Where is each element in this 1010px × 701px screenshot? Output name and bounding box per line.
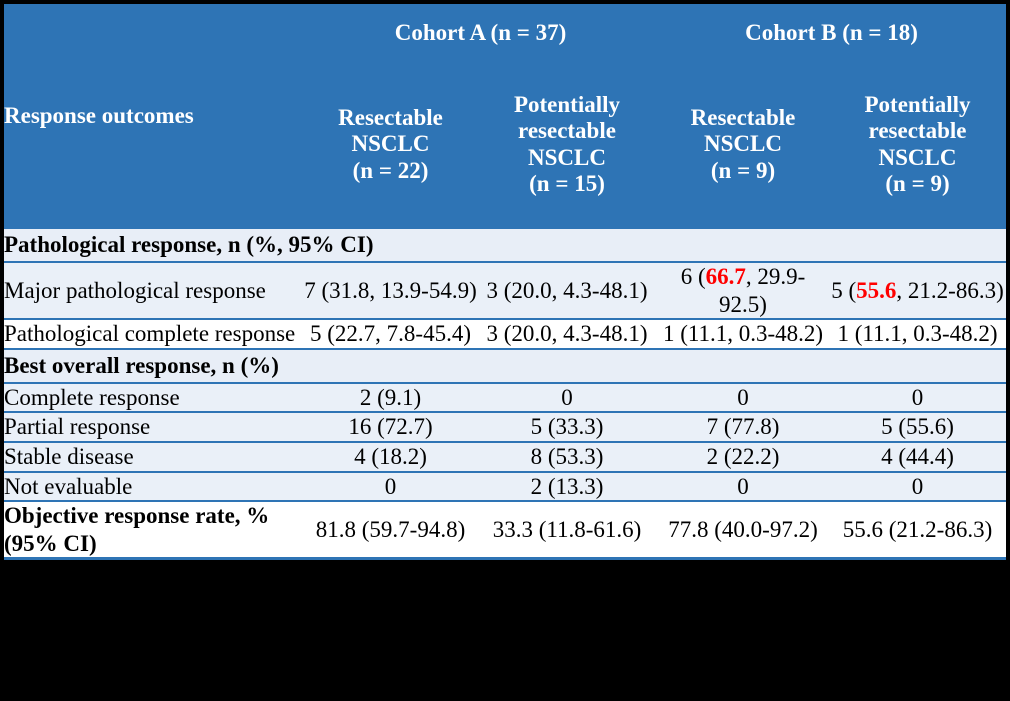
- table-container: [4, 4, 1006, 560]
- subcolumn-line: resectable: [518, 118, 616, 144]
- header-subcolumn-a-resectable: [304, 62, 477, 228]
- table-body: [4, 228, 1006, 557]
- row-cell: 3 (20.0, 4.3-48.1): [477, 319, 657, 349]
- row-cell: 5 (55.6, 21.2-86.3): [829, 262, 1006, 319]
- subcolumn-line: (n = 9): [885, 170, 950, 196]
- table-row: [4, 383, 1006, 413]
- row-cell: 2 (13.3): [477, 472, 657, 502]
- highlight-value: 66.7: [705, 264, 746, 289]
- subcolumn-line: Potentially: [513, 91, 621, 117]
- row-cell: 81.8 (59.7-94.8): [304, 501, 477, 557]
- row-cell: 77.8 (40.0-97.2): [657, 501, 829, 557]
- row-cell: 16 (72.7): [304, 412, 477, 442]
- row-label: Partial response: [4, 412, 304, 442]
- subcolumn-line: NSCLC: [704, 131, 782, 157]
- row-cell: 7 (31.8, 13.9-54.9): [304, 262, 477, 319]
- table-row: [4, 412, 1006, 442]
- header-cohort-a: Cohort A (n = 37): [304, 4, 657, 62]
- row-cell: 4 (44.4): [829, 442, 1006, 472]
- subcolumn-line: (n = 15): [529, 170, 605, 196]
- subcolumn-line: resectable: [868, 118, 967, 144]
- header-row-cohorts: [4, 4, 1006, 62]
- row-cell: 7 (77.8): [657, 412, 829, 442]
- subcolumn-line: (n = 9): [710, 157, 776, 183]
- subcolumn-line: NSCLC: [351, 131, 430, 157]
- row-cell: 5 (55.6): [829, 412, 1006, 442]
- section-header-row: [4, 349, 1006, 383]
- row-cell: 0: [829, 472, 1006, 502]
- highlight-value: 55.6: [856, 277, 897, 303]
- row-cell: 33.3 (11.8-61.6): [477, 501, 657, 557]
- subcolumn-line: NSCLC: [878, 144, 957, 170]
- table-row-objective-response-rate: [4, 501, 1006, 557]
- header-subcolumn-b-potentially-resectable: [829, 62, 1006, 228]
- table-row: [4, 319, 1006, 349]
- subcolumn-line: NSCLC: [528, 144, 606, 170]
- table-header: [4, 4, 1006, 228]
- subcolumn-line: Resectable: [338, 104, 443, 130]
- row-cell: 2 (9.1): [304, 383, 477, 413]
- row-cell: 55.6 (21.2-86.3): [829, 501, 1006, 557]
- row-label: Not evaluable: [4, 472, 304, 502]
- row-cell: 0: [657, 383, 829, 413]
- row-label: Objective response rate, % (95% CI): [4, 501, 304, 557]
- row-label: Complete response: [4, 383, 304, 413]
- table-row: [4, 442, 1006, 472]
- table-row: [4, 262, 1006, 319]
- section-header-row: [4, 228, 1006, 262]
- row-cell: 0: [477, 383, 657, 413]
- row-cell: 0: [829, 383, 1006, 413]
- row-cell: 1 (11.1, 0.3-48.2): [657, 319, 829, 349]
- row-cell: 6 (66.7, 29.9-92.5): [657, 262, 829, 319]
- subcolumn-line: Potentially: [864, 91, 971, 117]
- row-cell: 8 (53.3): [477, 442, 657, 472]
- header-subcolumn-b-resectable: [657, 62, 829, 228]
- row-cell: 2 (22.2): [657, 442, 829, 472]
- row-cell: 1 (11.1, 0.3-48.2): [829, 319, 1006, 349]
- row-cell: 5 (33.3): [477, 412, 657, 442]
- row-cell: 5 (22.7, 7.8-45.4): [304, 319, 477, 349]
- row-label: Major pathological response: [4, 262, 304, 319]
- subcolumn-line: (n = 22): [352, 157, 429, 183]
- row-cell: 4 (18.2): [304, 442, 477, 472]
- header-cohort-b: Cohort B (n = 18): [657, 4, 1006, 62]
- row-label: Pathological complete response: [4, 319, 304, 349]
- table-row: [4, 472, 1006, 502]
- response-outcomes-table: [4, 4, 1006, 557]
- header-response-outcomes: Response outcomes: [4, 4, 304, 228]
- header-subcolumn-a-potentially-resectable: [477, 62, 657, 228]
- row-label: Stable disease: [4, 442, 304, 472]
- subcolumn-line: Resectable: [690, 104, 796, 130]
- row-cell: 0: [304, 472, 477, 502]
- section-title-best-overall-response: Best overall response, n (%): [4, 349, 1006, 383]
- row-cell: 0: [657, 472, 829, 502]
- row-cell: 3 (20.0, 4.3-48.1): [477, 262, 657, 319]
- section-title-pathological-response: Pathological response, n (%, 95% CI): [4, 228, 1006, 262]
